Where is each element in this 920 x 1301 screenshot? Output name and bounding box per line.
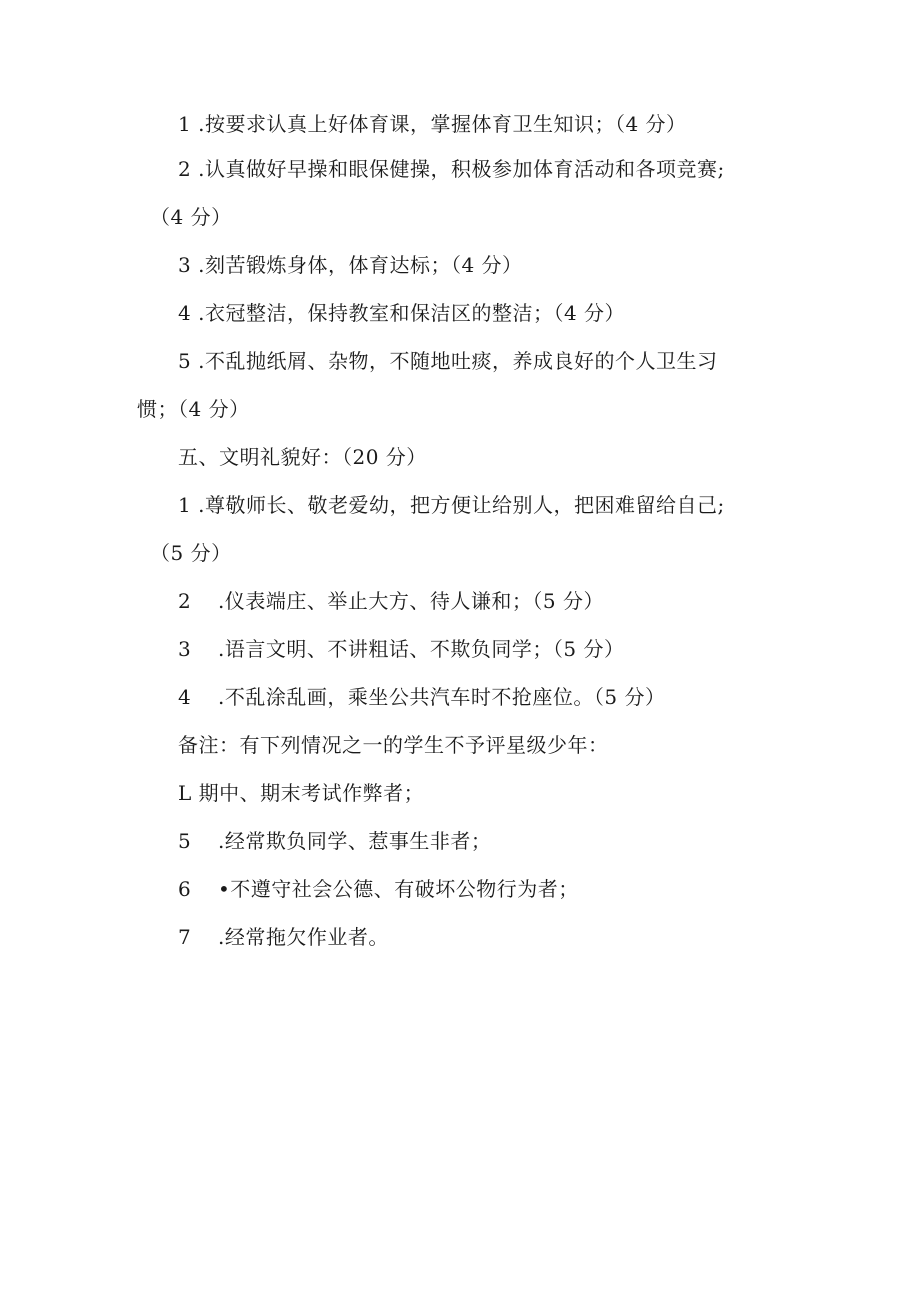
item-number: 2	[178, 589, 192, 613]
item-number: 5	[178, 829, 192, 853]
text-line	[178, 827, 491, 855]
item-number: 7	[178, 925, 192, 949]
text-line: 2 .认真做好早操和眼保健操，积极参加体育活动和各项竞赛;	[178, 157, 725, 181]
text-line: 4 .衣冠整洁，保持教室和保洁区的整洁；（4 分）	[178, 301, 626, 325]
text-line: 5 .不乱抛纸屑、杂物，不随地吐痰，养成良好的个人卫生习	[178, 349, 718, 373]
text-line: （4 分）	[150, 205, 232, 229]
item-text: •不遵守社会公德、有破坏公物行为者；	[218, 877, 579, 901]
note-heading: 备注：有下列情况之一的学生不予评星级少年：	[178, 733, 609, 757]
text-line: 1 .尊敬师长、敬老爱幼，把方便让给别人，把困难留给自己;	[178, 493, 725, 517]
item-text: .经常拖欠作业者。	[218, 925, 389, 949]
item-number: 3	[178, 637, 192, 661]
section-heading: 五、文明礼貌好：（20 分）	[178, 445, 427, 469]
text-line	[178, 587, 604, 615]
item-number: 4	[178, 685, 192, 709]
item-text: .仪表端庄、举止大方、待人谦和；（5 分）	[218, 589, 604, 613]
text-line	[178, 875, 579, 903]
text-line: 惯；（4 分）	[137, 397, 250, 421]
item-text: .经常欺负同学、惹事生非者；	[218, 829, 492, 853]
item-text: .语言文明、不讲粗话、不欺负同学；（5 分）	[218, 637, 625, 661]
item-number: 6	[178, 877, 192, 901]
text-line	[178, 923, 389, 951]
text-line: （5 分）	[150, 541, 232, 565]
text-line: L 期中、期末考试作弊者；	[178, 781, 425, 805]
item-text: .不乱涂乱画，乘坐公共汽车时不抢座位。（5 分）	[218, 685, 666, 709]
text-line: 1 .按要求认真上好体育课，掌握体育卫生知识；（4 分）	[178, 112, 687, 136]
text-line	[178, 683, 665, 711]
text-line	[178, 635, 624, 663]
text-line: 3 .刻苦锻炼身体，体育达标；（4 分）	[178, 253, 523, 277]
